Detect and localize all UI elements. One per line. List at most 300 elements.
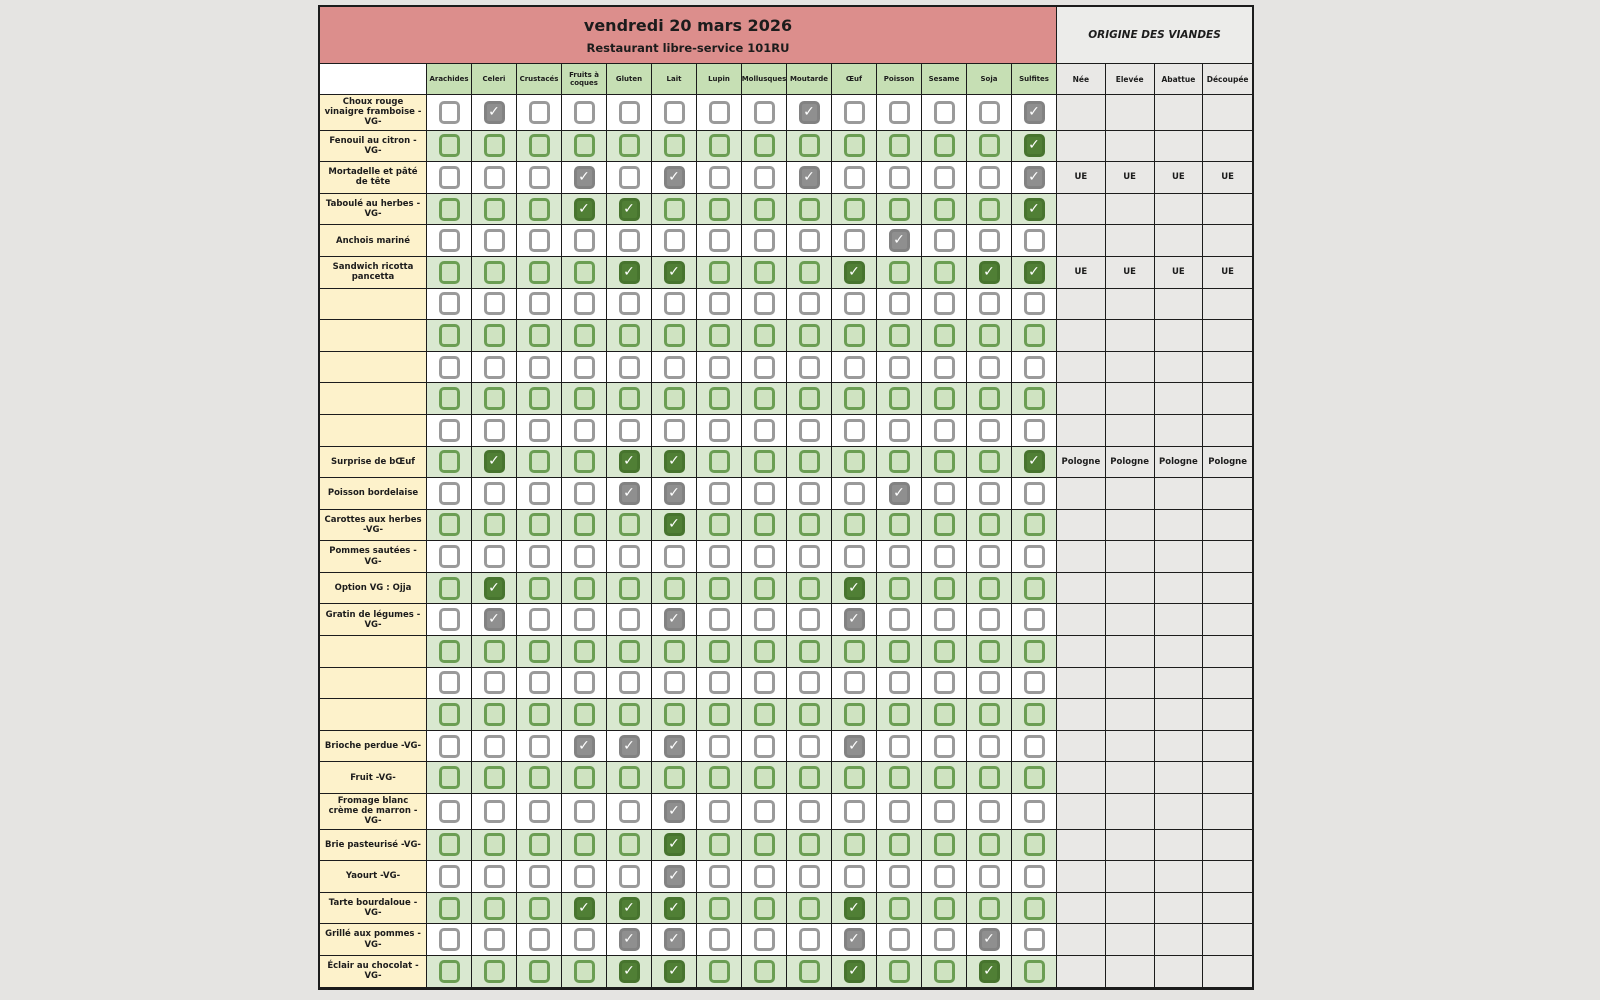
- allergen-checkbox[interactable]: [1024, 897, 1045, 920]
- allergen-checkbox[interactable]: [619, 324, 640, 347]
- allergen-checkbox[interactable]: [709, 865, 730, 888]
- allergen-checkbox[interactable]: [619, 513, 640, 536]
- allergen-checkbox[interactable]: [529, 703, 550, 726]
- allergen-checkbox[interactable]: [754, 292, 775, 315]
- allergen-checkbox[interactable]: [754, 356, 775, 379]
- allergen-checkbox[interactable]: [664, 450, 685, 473]
- allergen-checkbox[interactable]: [889, 640, 910, 663]
- allergen-checkbox[interactable]: [1024, 356, 1045, 379]
- allergen-checkbox[interactable]: [664, 640, 685, 663]
- allergen-checkbox[interactable]: [754, 766, 775, 789]
- allergen-checkbox[interactable]: [934, 865, 955, 888]
- allergen-checkbox[interactable]: [934, 229, 955, 252]
- allergen-checkbox[interactable]: [1024, 324, 1045, 347]
- allergen-checkbox[interactable]: [889, 134, 910, 157]
- allergen-checkbox[interactable]: [799, 833, 820, 856]
- allergen-checkbox[interactable]: [754, 928, 775, 951]
- allergen-checkbox[interactable]: [844, 198, 865, 221]
- allergen-checkbox[interactable]: [484, 865, 505, 888]
- allergen-checkbox[interactable]: [934, 134, 955, 157]
- allergen-checkbox[interactable]: [484, 766, 505, 789]
- allergen-checkbox[interactable]: [664, 229, 685, 252]
- allergen-checkbox[interactable]: [934, 928, 955, 951]
- allergen-checkbox[interactable]: [529, 577, 550, 600]
- allergen-checkbox[interactable]: [529, 766, 550, 789]
- allergen-checkbox[interactable]: [979, 800, 1000, 823]
- allergen-checkbox[interactable]: [484, 134, 505, 157]
- allergen-checkbox[interactable]: [1024, 292, 1045, 315]
- allergen-checkbox[interactable]: [574, 735, 595, 758]
- allergen-checkbox[interactable]: [619, 800, 640, 823]
- allergen-checkbox[interactable]: [979, 766, 1000, 789]
- allergen-checkbox[interactable]: [1024, 166, 1045, 189]
- allergen-checkbox[interactable]: [799, 608, 820, 631]
- allergen-checkbox[interactable]: [574, 608, 595, 631]
- allergen-checkbox[interactable]: [619, 101, 640, 124]
- allergen-checkbox[interactable]: [439, 897, 460, 920]
- allergen-checkbox[interactable]: [799, 577, 820, 600]
- allergen-checkbox[interactable]: [844, 134, 865, 157]
- allergen-checkbox[interactable]: [844, 800, 865, 823]
- allergen-checkbox[interactable]: [754, 229, 775, 252]
- allergen-checkbox[interactable]: [439, 166, 460, 189]
- allergen-checkbox[interactable]: [934, 450, 955, 473]
- allergen-checkbox[interactable]: [574, 703, 595, 726]
- allergen-checkbox[interactable]: [709, 608, 730, 631]
- allergen-checkbox[interactable]: [709, 198, 730, 221]
- allergen-checkbox[interactable]: [889, 166, 910, 189]
- allergen-checkbox[interactable]: [709, 766, 730, 789]
- allergen-checkbox[interactable]: [529, 324, 550, 347]
- allergen-checkbox[interactable]: [664, 356, 685, 379]
- allergen-checkbox[interactable]: [754, 735, 775, 758]
- allergen-checkbox[interactable]: [889, 482, 910, 505]
- allergen-checkbox[interactable]: [529, 134, 550, 157]
- allergen-checkbox[interactable]: [844, 928, 865, 951]
- allergen-checkbox[interactable]: [979, 735, 1000, 758]
- allergen-checkbox[interactable]: [934, 608, 955, 631]
- allergen-checkbox[interactable]: [799, 229, 820, 252]
- allergen-checkbox[interactable]: [484, 671, 505, 694]
- allergen-checkbox[interactable]: [844, 292, 865, 315]
- allergen-checkbox[interactable]: [619, 960, 640, 983]
- allergen-checkbox[interactable]: [799, 640, 820, 663]
- allergen-checkbox[interactable]: [1024, 101, 1045, 124]
- allergen-checkbox[interactable]: [799, 324, 820, 347]
- allergen-checkbox[interactable]: [439, 419, 460, 442]
- allergen-checkbox[interactable]: [979, 703, 1000, 726]
- allergen-checkbox[interactable]: [799, 261, 820, 284]
- allergen-checkbox[interactable]: [484, 324, 505, 347]
- allergen-checkbox[interactable]: [844, 671, 865, 694]
- allergen-checkbox[interactable]: [439, 450, 460, 473]
- allergen-checkbox[interactable]: [1024, 387, 1045, 410]
- allergen-checkbox[interactable]: [484, 545, 505, 568]
- allergen-checkbox[interactable]: [664, 800, 685, 823]
- allergen-checkbox[interactable]: [439, 608, 460, 631]
- allergen-checkbox[interactable]: [754, 897, 775, 920]
- allergen-checkbox[interactable]: [619, 229, 640, 252]
- allergen-checkbox[interactable]: [1024, 419, 1045, 442]
- allergen-checkbox[interactable]: [754, 134, 775, 157]
- allergen-checkbox[interactable]: [439, 324, 460, 347]
- allergen-checkbox[interactable]: [574, 800, 595, 823]
- allergen-checkbox[interactable]: [1024, 703, 1045, 726]
- allergen-checkbox[interactable]: [979, 865, 1000, 888]
- allergen-checkbox[interactable]: [754, 545, 775, 568]
- allergen-checkbox[interactable]: [934, 545, 955, 568]
- allergen-checkbox[interactable]: [934, 419, 955, 442]
- allergen-checkbox[interactable]: [709, 419, 730, 442]
- allergen-checkbox[interactable]: [529, 671, 550, 694]
- allergen-checkbox[interactable]: [799, 450, 820, 473]
- allergen-checkbox[interactable]: [889, 101, 910, 124]
- allergen-checkbox[interactable]: [844, 482, 865, 505]
- allergen-checkbox[interactable]: [574, 356, 595, 379]
- allergen-checkbox[interactable]: [979, 356, 1000, 379]
- allergen-checkbox[interactable]: [619, 450, 640, 473]
- allergen-checkbox[interactable]: [484, 261, 505, 284]
- allergen-checkbox[interactable]: [574, 865, 595, 888]
- allergen-checkbox[interactable]: [799, 865, 820, 888]
- allergen-checkbox[interactable]: [844, 897, 865, 920]
- allergen-checkbox[interactable]: [529, 166, 550, 189]
- allergen-checkbox[interactable]: [979, 482, 1000, 505]
- allergen-checkbox[interactable]: [754, 482, 775, 505]
- allergen-checkbox[interactable]: [844, 356, 865, 379]
- allergen-checkbox[interactable]: [709, 482, 730, 505]
- allergen-checkbox[interactable]: [979, 419, 1000, 442]
- allergen-checkbox[interactable]: [844, 101, 865, 124]
- allergen-checkbox[interactable]: [979, 928, 1000, 951]
- allergen-checkbox[interactable]: [529, 198, 550, 221]
- allergen-checkbox[interactable]: [439, 198, 460, 221]
- allergen-checkbox[interactable]: [934, 766, 955, 789]
- allergen-checkbox[interactable]: [529, 261, 550, 284]
- allergen-checkbox[interactable]: [979, 577, 1000, 600]
- allergen-checkbox[interactable]: [799, 897, 820, 920]
- allergen-checkbox[interactable]: [889, 545, 910, 568]
- allergen-checkbox[interactable]: [1024, 608, 1045, 631]
- allergen-checkbox[interactable]: [844, 166, 865, 189]
- allergen-checkbox[interactable]: [619, 482, 640, 505]
- allergen-checkbox[interactable]: [574, 482, 595, 505]
- allergen-checkbox[interactable]: [934, 960, 955, 983]
- allergen-checkbox[interactable]: [709, 671, 730, 694]
- allergen-checkbox[interactable]: [799, 545, 820, 568]
- allergen-checkbox[interactable]: [619, 356, 640, 379]
- allergen-checkbox[interactable]: [484, 897, 505, 920]
- allergen-checkbox[interactable]: [934, 261, 955, 284]
- allergen-checkbox[interactable]: [439, 735, 460, 758]
- allergen-checkbox[interactable]: [484, 101, 505, 124]
- allergen-checkbox[interactable]: [844, 513, 865, 536]
- allergen-checkbox[interactable]: [709, 450, 730, 473]
- allergen-checkbox[interactable]: [799, 513, 820, 536]
- allergen-checkbox[interactable]: [934, 387, 955, 410]
- allergen-checkbox[interactable]: [754, 960, 775, 983]
- allergen-checkbox[interactable]: [934, 513, 955, 536]
- allergen-checkbox[interactable]: [439, 766, 460, 789]
- allergen-checkbox[interactable]: [754, 640, 775, 663]
- allergen-checkbox[interactable]: [979, 166, 1000, 189]
- allergen-checkbox[interactable]: [709, 640, 730, 663]
- allergen-checkbox[interactable]: [439, 545, 460, 568]
- allergen-checkbox[interactable]: [844, 735, 865, 758]
- allergen-checkbox[interactable]: [484, 292, 505, 315]
- allergen-checkbox[interactable]: [529, 735, 550, 758]
- allergen-checkbox[interactable]: [889, 229, 910, 252]
- allergen-checkbox[interactable]: [889, 198, 910, 221]
- allergen-checkbox[interactable]: [529, 419, 550, 442]
- allergen-checkbox[interactable]: [844, 766, 865, 789]
- allergen-checkbox[interactable]: [979, 198, 1000, 221]
- allergen-checkbox[interactable]: [754, 865, 775, 888]
- allergen-checkbox[interactable]: [889, 450, 910, 473]
- allergen-checkbox[interactable]: [484, 450, 505, 473]
- allergen-checkbox[interactable]: [574, 450, 595, 473]
- allergen-checkbox[interactable]: [1024, 261, 1045, 284]
- allergen-checkbox[interactable]: [709, 324, 730, 347]
- allergen-checkbox[interactable]: [709, 545, 730, 568]
- allergen-checkbox[interactable]: [889, 671, 910, 694]
- allergen-checkbox[interactable]: [619, 735, 640, 758]
- allergen-checkbox[interactable]: [529, 356, 550, 379]
- allergen-checkbox[interactable]: [664, 735, 685, 758]
- allergen-checkbox[interactable]: [799, 735, 820, 758]
- allergen-checkbox[interactable]: [574, 897, 595, 920]
- allergen-checkbox[interactable]: [934, 800, 955, 823]
- allergen-checkbox[interactable]: [484, 387, 505, 410]
- allergen-checkbox[interactable]: [979, 101, 1000, 124]
- allergen-checkbox[interactable]: [979, 387, 1000, 410]
- allergen-checkbox[interactable]: [709, 261, 730, 284]
- allergen-checkbox[interactable]: [799, 292, 820, 315]
- allergen-checkbox[interactable]: [574, 766, 595, 789]
- allergen-checkbox[interactable]: [529, 865, 550, 888]
- allergen-checkbox[interactable]: [664, 671, 685, 694]
- allergen-checkbox[interactable]: [619, 608, 640, 631]
- allergen-checkbox[interactable]: [574, 960, 595, 983]
- allergen-checkbox[interactable]: [619, 387, 640, 410]
- allergen-checkbox[interactable]: [979, 324, 1000, 347]
- allergen-checkbox[interactable]: [484, 419, 505, 442]
- allergen-checkbox[interactable]: [844, 703, 865, 726]
- allergen-checkbox[interactable]: [979, 261, 1000, 284]
- allergen-checkbox[interactable]: [574, 261, 595, 284]
- allergen-checkbox[interactable]: [934, 833, 955, 856]
- allergen-checkbox[interactable]: [664, 766, 685, 789]
- allergen-checkbox[interactable]: [574, 134, 595, 157]
- allergen-checkbox[interactable]: [1024, 450, 1045, 473]
- allergen-checkbox[interactable]: [619, 545, 640, 568]
- allergen-checkbox[interactable]: [439, 833, 460, 856]
- allergen-checkbox[interactable]: [1024, 833, 1045, 856]
- allergen-checkbox[interactable]: [889, 577, 910, 600]
- allergen-checkbox[interactable]: [979, 229, 1000, 252]
- allergen-checkbox[interactable]: [1024, 229, 1045, 252]
- allergen-checkbox[interactable]: [439, 261, 460, 284]
- allergen-checkbox[interactable]: [619, 671, 640, 694]
- allergen-checkbox[interactable]: [889, 608, 910, 631]
- allergen-checkbox[interactable]: [1024, 735, 1045, 758]
- allergen-checkbox[interactable]: [799, 800, 820, 823]
- allergen-checkbox[interactable]: [574, 928, 595, 951]
- allergen-checkbox[interactable]: [709, 833, 730, 856]
- allergen-checkbox[interactable]: [799, 960, 820, 983]
- allergen-checkbox[interactable]: [664, 198, 685, 221]
- allergen-checkbox[interactable]: [889, 960, 910, 983]
- allergen-checkbox[interactable]: [979, 897, 1000, 920]
- allergen-checkbox[interactable]: [439, 640, 460, 663]
- allergen-checkbox[interactable]: [529, 545, 550, 568]
- allergen-checkbox[interactable]: [709, 960, 730, 983]
- allergen-checkbox[interactable]: [979, 833, 1000, 856]
- allergen-checkbox[interactable]: [799, 387, 820, 410]
- allergen-checkbox[interactable]: [709, 101, 730, 124]
- allergen-checkbox[interactable]: [844, 229, 865, 252]
- allergen-checkbox[interactable]: [664, 960, 685, 983]
- allergen-checkbox[interactable]: [484, 928, 505, 951]
- allergen-checkbox[interactable]: [529, 960, 550, 983]
- allergen-checkbox[interactable]: [979, 513, 1000, 536]
- allergen-checkbox[interactable]: [934, 292, 955, 315]
- allergen-checkbox[interactable]: [664, 897, 685, 920]
- allergen-checkbox[interactable]: [979, 134, 1000, 157]
- allergen-checkbox[interactable]: [484, 513, 505, 536]
- allergen-checkbox[interactable]: [934, 640, 955, 663]
- allergen-checkbox[interactable]: [799, 419, 820, 442]
- allergen-checkbox[interactable]: [754, 608, 775, 631]
- allergen-checkbox[interactable]: [619, 292, 640, 315]
- allergen-checkbox[interactable]: [619, 261, 640, 284]
- allergen-checkbox[interactable]: [1024, 865, 1045, 888]
- allergen-checkbox[interactable]: [439, 671, 460, 694]
- allergen-checkbox[interactable]: [484, 703, 505, 726]
- allergen-checkbox[interactable]: [619, 766, 640, 789]
- allergen-checkbox[interactable]: [754, 324, 775, 347]
- allergen-checkbox[interactable]: [484, 166, 505, 189]
- allergen-checkbox[interactable]: [979, 292, 1000, 315]
- allergen-checkbox[interactable]: [1024, 640, 1045, 663]
- allergen-checkbox[interactable]: [934, 703, 955, 726]
- allergen-checkbox[interactable]: [799, 198, 820, 221]
- allergen-checkbox[interactable]: [754, 703, 775, 726]
- allergen-checkbox[interactable]: [664, 292, 685, 315]
- allergen-checkbox[interactable]: [754, 419, 775, 442]
- allergen-checkbox[interactable]: [754, 671, 775, 694]
- allergen-checkbox[interactable]: [844, 865, 865, 888]
- allergen-checkbox[interactable]: [664, 928, 685, 951]
- allergen-checkbox[interactable]: [664, 419, 685, 442]
- allergen-checkbox[interactable]: [799, 703, 820, 726]
- allergen-checkbox[interactable]: [934, 356, 955, 379]
- allergen-checkbox[interactable]: [664, 865, 685, 888]
- allergen-checkbox[interactable]: [934, 198, 955, 221]
- allergen-checkbox[interactable]: [664, 101, 685, 124]
- allergen-checkbox[interactable]: [574, 640, 595, 663]
- allergen-checkbox[interactable]: [889, 833, 910, 856]
- allergen-checkbox[interactable]: [484, 735, 505, 758]
- allergen-checkbox[interactable]: [664, 387, 685, 410]
- allergen-checkbox[interactable]: [574, 166, 595, 189]
- allergen-checkbox[interactable]: [619, 577, 640, 600]
- allergen-checkbox[interactable]: [754, 101, 775, 124]
- allergen-checkbox[interactable]: [1024, 766, 1045, 789]
- allergen-checkbox[interactable]: [529, 229, 550, 252]
- allergen-checkbox[interactable]: [574, 387, 595, 410]
- allergen-checkbox[interactable]: [799, 928, 820, 951]
- allergen-checkbox[interactable]: [979, 640, 1000, 663]
- allergen-checkbox[interactable]: [619, 865, 640, 888]
- allergen-checkbox[interactable]: [934, 166, 955, 189]
- allergen-checkbox[interactable]: [889, 513, 910, 536]
- allergen-checkbox[interactable]: [529, 387, 550, 410]
- allergen-checkbox[interactable]: [529, 833, 550, 856]
- allergen-checkbox[interactable]: [1024, 513, 1045, 536]
- allergen-checkbox[interactable]: [889, 419, 910, 442]
- allergen-checkbox[interactable]: [709, 229, 730, 252]
- allergen-checkbox[interactable]: [484, 356, 505, 379]
- allergen-checkbox[interactable]: [619, 897, 640, 920]
- allergen-checkbox[interactable]: [889, 865, 910, 888]
- allergen-checkbox[interactable]: [529, 450, 550, 473]
- allergen-checkbox[interactable]: [709, 800, 730, 823]
- allergen-checkbox[interactable]: [664, 577, 685, 600]
- allergen-checkbox[interactable]: [664, 324, 685, 347]
- allergen-checkbox[interactable]: [844, 419, 865, 442]
- allergen-checkbox[interactable]: [484, 482, 505, 505]
- allergen-checkbox[interactable]: [664, 261, 685, 284]
- allergen-checkbox[interactable]: [664, 482, 685, 505]
- allergen-checkbox[interactable]: [754, 387, 775, 410]
- allergen-checkbox[interactable]: [799, 766, 820, 789]
- allergen-checkbox[interactable]: [889, 735, 910, 758]
- allergen-checkbox[interactable]: [439, 865, 460, 888]
- allergen-checkbox[interactable]: [754, 450, 775, 473]
- allergen-checkbox[interactable]: [1024, 960, 1045, 983]
- allergen-checkbox[interactable]: [844, 608, 865, 631]
- allergen-checkbox[interactable]: [619, 134, 640, 157]
- allergen-checkbox[interactable]: [934, 324, 955, 347]
- allergen-checkbox[interactable]: [574, 101, 595, 124]
- allergen-checkbox[interactable]: [664, 833, 685, 856]
- allergen-checkbox[interactable]: [709, 897, 730, 920]
- allergen-checkbox[interactable]: [709, 292, 730, 315]
- allergen-checkbox[interactable]: [439, 134, 460, 157]
- allergen-checkbox[interactable]: [889, 324, 910, 347]
- allergen-checkbox[interactable]: [1024, 482, 1045, 505]
- allergen-checkbox[interactable]: [619, 833, 640, 856]
- allergen-checkbox[interactable]: [754, 261, 775, 284]
- allergen-checkbox[interactable]: [709, 735, 730, 758]
- allergen-checkbox[interactable]: [754, 513, 775, 536]
- allergen-checkbox[interactable]: [934, 671, 955, 694]
- allergen-checkbox[interactable]: [889, 897, 910, 920]
- allergen-checkbox[interactable]: [709, 356, 730, 379]
- allergen-checkbox[interactable]: [844, 545, 865, 568]
- allergen-checkbox[interactable]: [889, 928, 910, 951]
- allergen-checkbox[interactable]: [439, 356, 460, 379]
- allergen-checkbox[interactable]: [484, 960, 505, 983]
- allergen-checkbox[interactable]: [799, 356, 820, 379]
- allergen-checkbox[interactable]: [619, 166, 640, 189]
- allergen-checkbox[interactable]: [574, 198, 595, 221]
- allergen-checkbox[interactable]: [1024, 577, 1045, 600]
- allergen-checkbox[interactable]: [1024, 134, 1045, 157]
- allergen-checkbox[interactable]: [664, 166, 685, 189]
- allergen-checkbox[interactable]: [799, 101, 820, 124]
